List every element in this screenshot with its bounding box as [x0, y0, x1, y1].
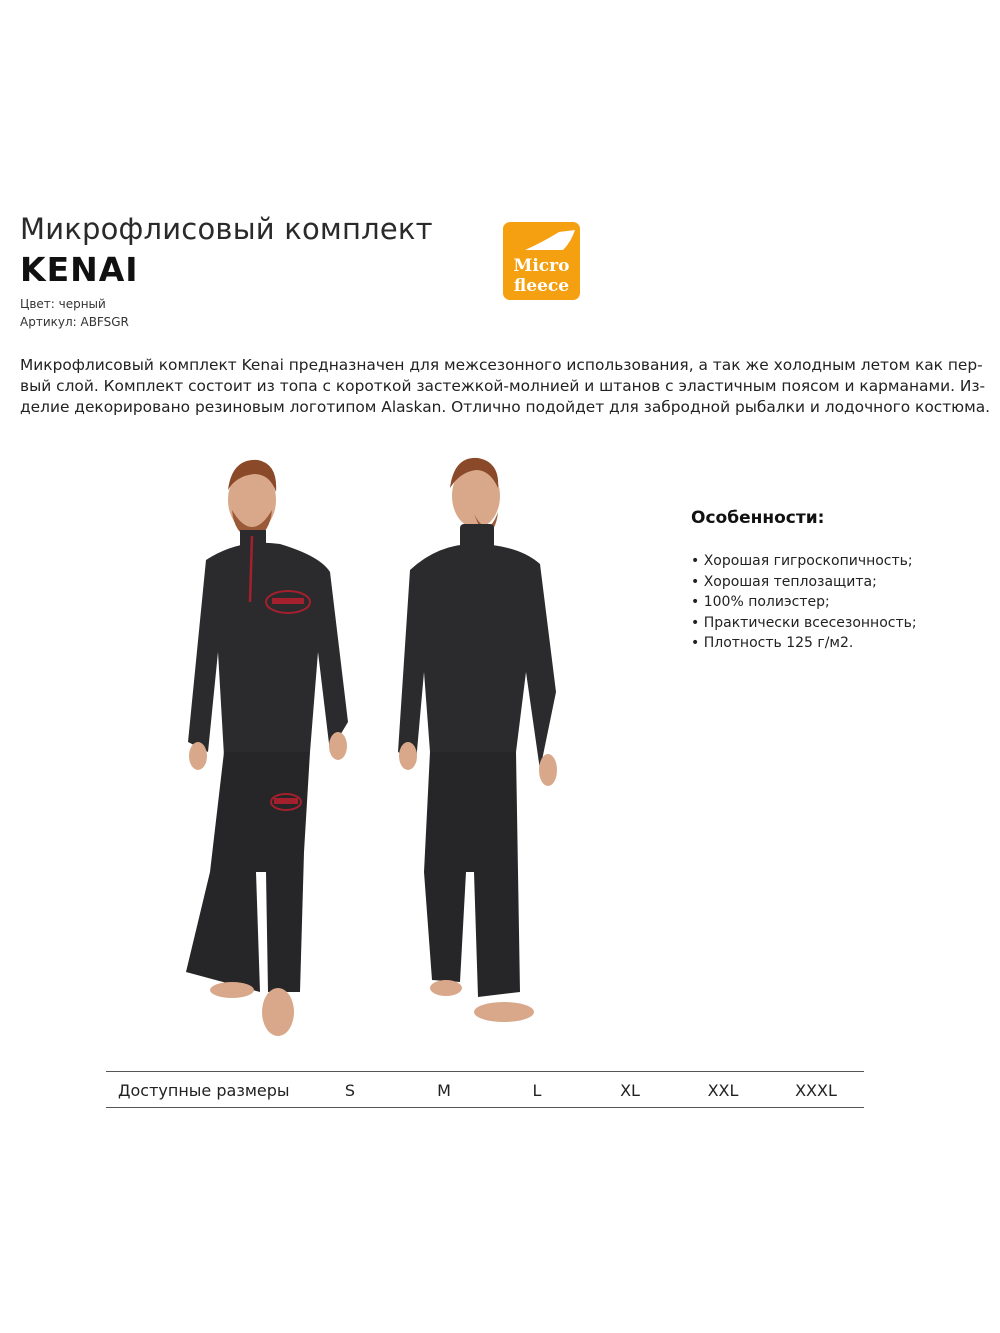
badge-line-2: fleece — [513, 276, 570, 296]
description-line: Микрофлисовый комплект Kenai предназначен для межсезонного использования, а так же холодным летом как пер- — [20, 356, 983, 374]
model-back-photo — [380, 452, 580, 1052]
feature-item: • Плотность 125 г/м2. — [691, 633, 917, 654]
product-sku: Артикул: ABFSGR — [20, 315, 129, 329]
feature-item: • 100% полиэстер; — [691, 592, 917, 613]
size-s: S — [344, 1081, 356, 1100]
product-model: KENAI — [20, 250, 139, 289]
size-table — [106, 1071, 864, 1108]
product-title: Микрофлисовый комплект — [20, 212, 433, 246]
product-description — [20, 355, 991, 418]
size-xxxl: XXXL — [795, 1081, 837, 1100]
features-title: Особенности: — [691, 508, 825, 528]
feature-item: • Хорошая теплозащита; — [691, 572, 917, 593]
feature-item: • Хорошая гигроскопичность; — [691, 551, 917, 572]
model-front-photo — [170, 452, 370, 1052]
size-l: L — [532, 1081, 542, 1100]
size-xl: XL — [620, 1081, 640, 1100]
size-xxl: XXL — [707, 1081, 739, 1100]
features-list — [691, 551, 917, 654]
microfleece-badge — [503, 222, 580, 300]
product-color: Цвет: черный — [20, 297, 106, 311]
description-line: делие декорировано резиновым логотипом Alaskan. Отлично подойдет для забродной рыбалки и лодочного костюма. — [20, 398, 991, 416]
size-m: M — [437, 1081, 451, 1100]
badge-line-1: Micro — [513, 256, 570, 276]
size-label: Доступные размеры — [118, 1081, 290, 1100]
feature-item: • Практически всесезонность; — [691, 613, 917, 634]
description-line: вый слой. Комплект состоит из топа с короткой застежкой-молнией и штанов с эластичным поясом и карманами. Из- — [20, 377, 986, 395]
